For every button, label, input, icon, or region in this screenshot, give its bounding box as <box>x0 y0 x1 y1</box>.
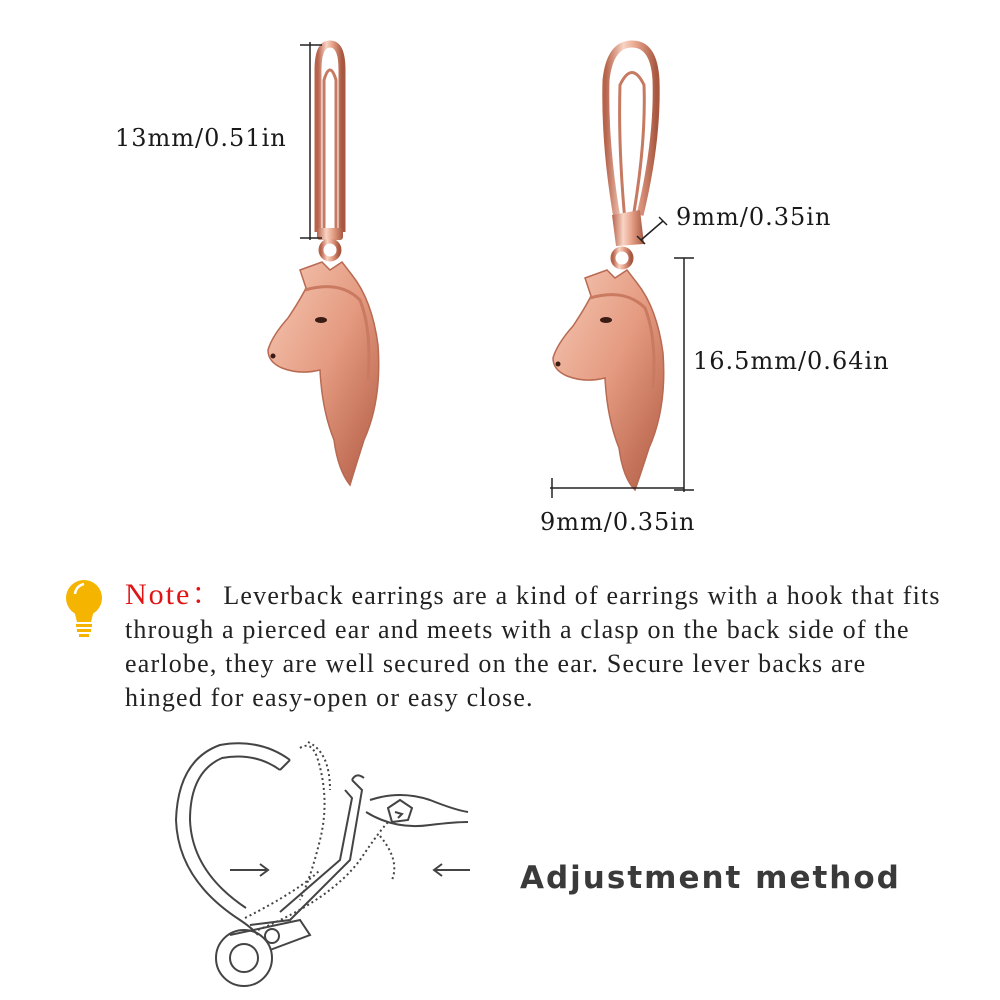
adjustment-diagram <box>176 742 470 986</box>
left-horse-head <box>268 262 379 485</box>
left-earring <box>268 44 379 485</box>
note-block <box>125 578 945 715</box>
right-earring <box>553 44 664 490</box>
note-label: Note： <box>125 578 224 611</box>
hook-height-label: 13mm/0.51in <box>115 124 287 152</box>
adjustment-title: Adjustment method <box>520 860 901 896</box>
hook-width-label: 9mm/0.35in <box>676 203 832 231</box>
pendant-width-label: 9mm/0.35in <box>540 508 696 536</box>
note-text: Leverback earrings are a kind of earrings with a hook that fits through a pierced ear and meets with a clasp on the back side of the earlobe, they are well secured on the ear. Secure lever backs are hinged for easy-open or easy close. <box>125 581 941 712</box>
lightbulb-icon <box>66 580 102 637</box>
pendant-height-label: 16.5mm/0.64in <box>693 347 890 375</box>
right-horse-head <box>553 270 664 490</box>
